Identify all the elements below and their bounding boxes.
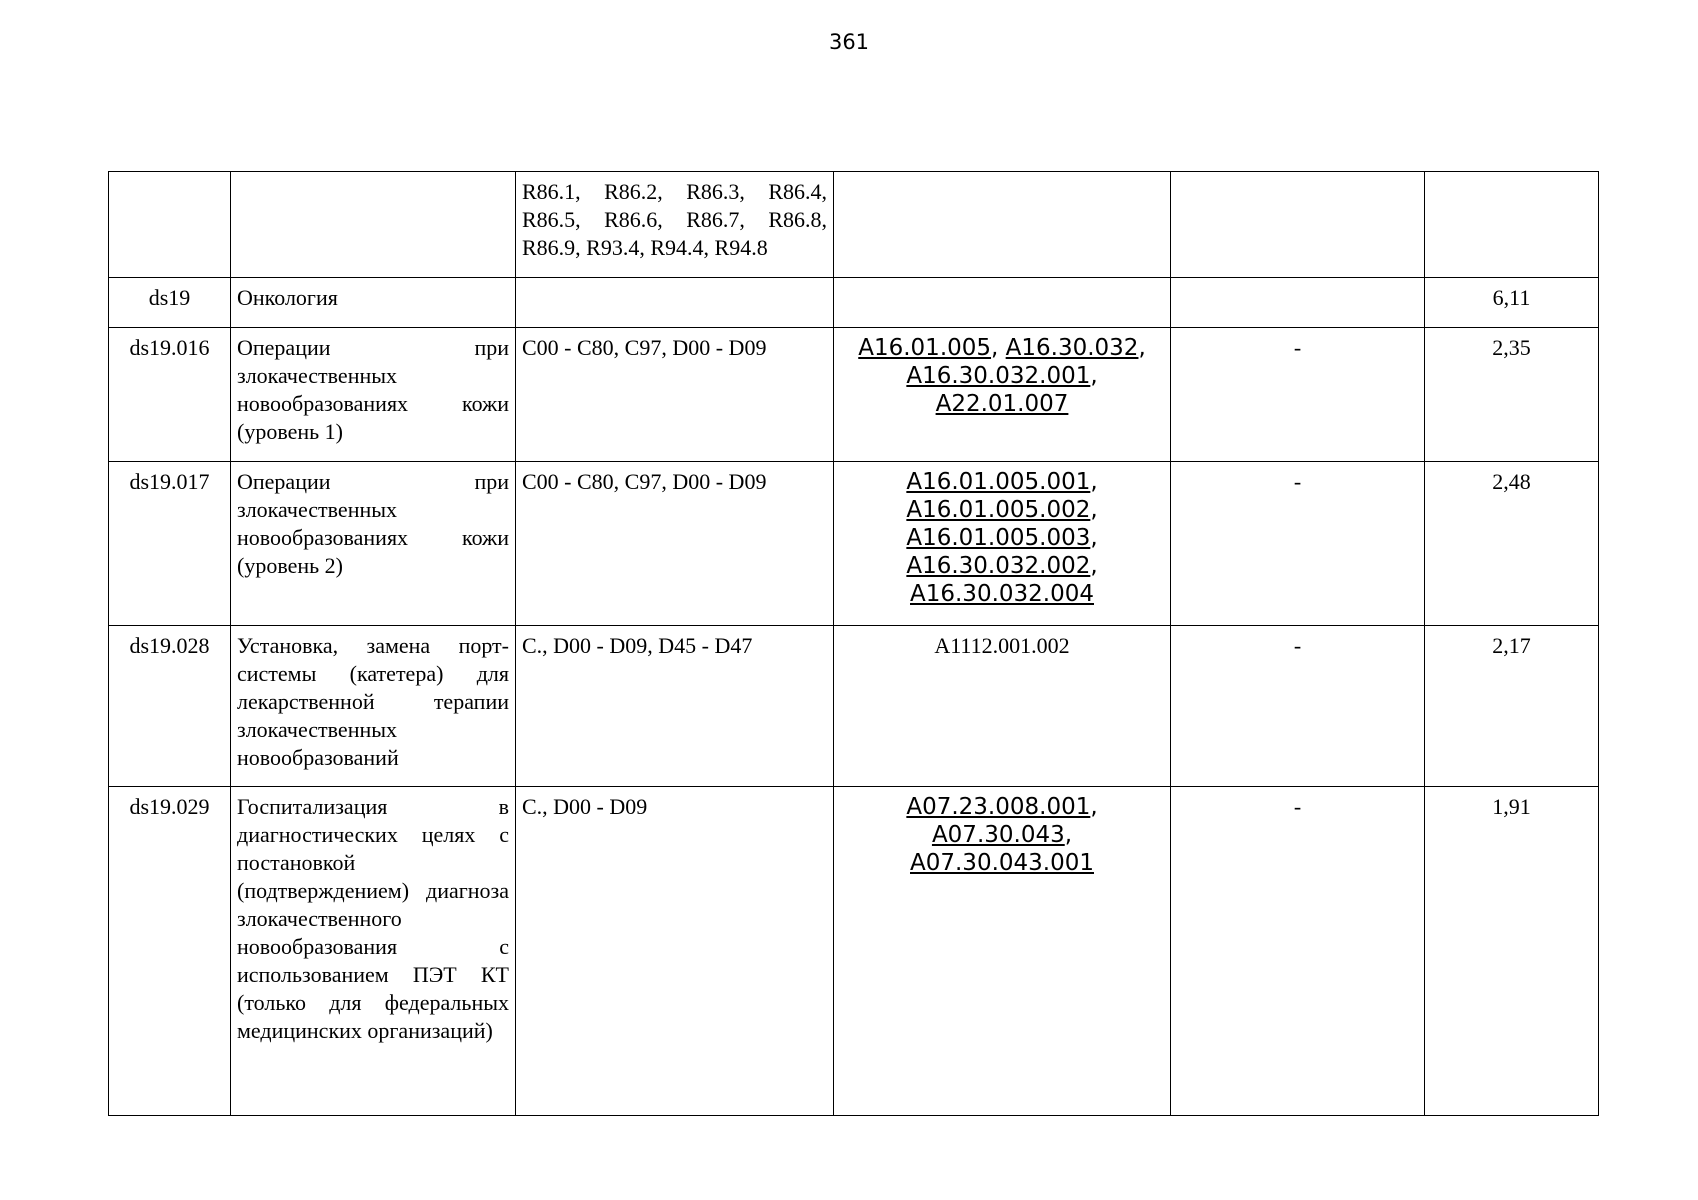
- table-row: [109, 626, 1599, 787]
- operation-link[interactable]: A07.30.043.001: [910, 850, 1094, 876]
- dash-cell: [1171, 172, 1425, 278]
- tariff-table: [108, 171, 1599, 1116]
- coefficient-cell: 2,35: [1425, 328, 1599, 462]
- code-cell: ds19.017: [109, 462, 231, 626]
- operation-link[interactable]: A16.01.005.002: [906, 497, 1091, 523]
- diagnoses-line: R86.5, R86.6, R86.7, R86.8,: [522, 207, 827, 232]
- coefficient-cell: 6,11: [1425, 278, 1599, 328]
- dash-cell: -: [1171, 328, 1425, 462]
- diagnoses-cell: C., D00 - D09, D45 - D47: [516, 626, 834, 787]
- coefficient-cell: 2,17: [1425, 626, 1599, 787]
- name-cell: Операции при злокачественных новообразованиях кожи (уровень 2): [231, 462, 516, 626]
- table-row: [109, 328, 1599, 462]
- operations-cell: A16.01.005, A16.30.032, A16.30.032.001, A22.01.007: [834, 328, 1171, 462]
- diagnoses-line: R86.1, R86.2, R86.3, R86.4,: [522, 179, 827, 204]
- dash-cell: [1171, 278, 1425, 328]
- operations-cell: [834, 172, 1171, 278]
- name-cell: Установка, замена порт-системы (катетера) для лекарственной терапии злокачественных новообразований: [231, 626, 516, 787]
- operation-link[interactable]: A16.01.005: [858, 335, 992, 361]
- name-cell: Операции при злокачественных новообразованиях кожи (уровень 1): [231, 328, 516, 462]
- coefficient-cell: 1,91: [1425, 787, 1599, 1116]
- diagnoses-cell: C00 - C80, C97, D00 - D09: [516, 328, 834, 462]
- operation-link[interactable]: A16.30.032.001: [906, 363, 1091, 389]
- code-cell: ds19.029: [109, 787, 231, 1116]
- operations-cell: A07.23.008.001, A07.30.043, A07.30.043.001: [834, 787, 1171, 1116]
- diagnoses-cell: [516, 172, 834, 278]
- operations-cell: [834, 278, 1171, 328]
- name-cell: Госпитализация в диагностических целях с постановкой (подтверждением) диагноза злокачественного новообразования с использованием ПЭТ КТ (только для федеральных медицинских организаций): [231, 787, 516, 1116]
- code-cell: [109, 172, 231, 278]
- table-row: [109, 172, 1599, 278]
- table-row: [109, 787, 1599, 1116]
- name-cell: Онкология: [231, 278, 516, 328]
- code-cell: ds19: [109, 278, 231, 328]
- page-number: 361: [828, 30, 870, 54]
- operation-link[interactable]: A16.01.005.003: [906, 525, 1091, 551]
- diagnoses-cell: [516, 278, 834, 328]
- dash-cell: -: [1171, 787, 1425, 1116]
- table-row: [109, 278, 1599, 328]
- operation-link[interactable]: A16.01.005.001: [906, 469, 1091, 495]
- operation-link[interactable]: A22.01.007: [935, 391, 1069, 417]
- operation-code-text: A1112.001.002: [934, 633, 1070, 658]
- operations-cell: [834, 626, 1171, 787]
- operation-link[interactable]: A16.30.032.004: [910, 581, 1094, 607]
- operations-cell: A16.01.005.001, A16.01.005.002, A16.01.005.003, A16.30.032.002, A16.30.032.004: [834, 462, 1171, 626]
- code-cell: ds19.028: [109, 626, 231, 787]
- coefficient-cell: 2,48: [1425, 462, 1599, 626]
- diagnoses-cell: C., D00 - D09: [516, 787, 834, 1116]
- diagnoses-cell: C00 - C80, C97, D00 - D09: [516, 462, 834, 626]
- operation-link[interactable]: A16.30.032.002: [906, 553, 1091, 579]
- dash-cell: -: [1171, 462, 1425, 626]
- diagnoses-line: R86.9, R93.4, R94.4, R94.8: [522, 235, 768, 260]
- coefficient-cell: [1425, 172, 1599, 278]
- operation-link[interactable]: A07.30.043: [931, 822, 1065, 848]
- operation-link[interactable]: A07.23.008.001: [906, 794, 1091, 820]
- table-row: [109, 462, 1599, 626]
- code-cell: ds19.016: [109, 328, 231, 462]
- operation-link[interactable]: A16.30.032: [1005, 335, 1139, 361]
- dash-cell: -: [1171, 626, 1425, 787]
- name-cell: [231, 172, 516, 278]
